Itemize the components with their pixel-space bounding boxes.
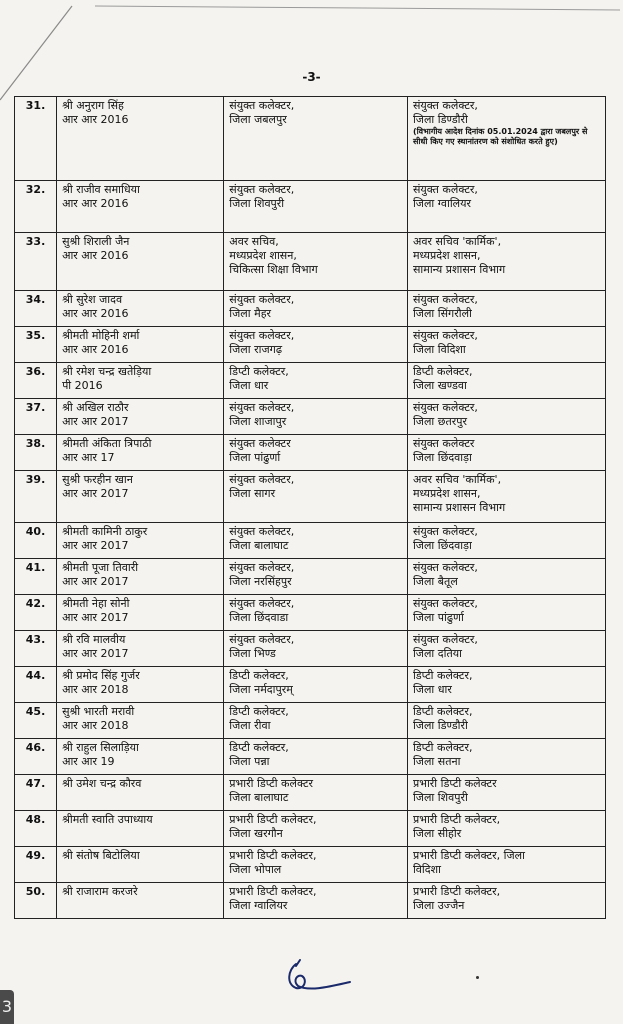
current-posting-line: जिला ग्वालियर [229, 899, 288, 912]
current-posting-line: डिप्टी कलेक्टर, [229, 741, 289, 754]
new-posting [407, 739, 605, 775]
officer-name-line: सुश्री भारती मरावी [62, 705, 135, 718]
new-posting-line: संयुक्त कलेक्टर, [412, 597, 478, 610]
officer-name-line: आर आर 2016 [62, 113, 129, 126]
current-posting-line: प्रभारी डिप्टी कलेक्टर, [229, 849, 317, 862]
new-posting [407, 811, 605, 847]
officer-name [57, 233, 224, 291]
serial-number: 49. [15, 847, 57, 883]
officer-name [57, 97, 224, 181]
current-posting-line: संयुक्त कलेक्टर, [229, 183, 295, 196]
current-posting-line: संयुक्त कलेक्टर, [229, 401, 295, 414]
new-posting [407, 667, 605, 703]
new-posting [407, 847, 605, 883]
new-posting-line: संयुक्त कलेक्टर, [412, 633, 478, 646]
officer-name [57, 523, 224, 559]
new-posting-line: जिला सतना [412, 755, 461, 768]
officer-name-line: आर आर 2016 [62, 307, 129, 320]
table-row [15, 181, 606, 233]
new-posting-line: प्रभारी डिप्टी कलेक्टर [412, 777, 497, 790]
current-posting-line: जिला पन्ना [229, 755, 270, 768]
officer-name-line: आर आर 2017 [62, 647, 129, 660]
officer-name-line: श्री संतोष बिटोलिया [62, 849, 140, 862]
table-row [15, 703, 606, 739]
current-posting-line: डिप्टी कलेक्टर, [229, 705, 289, 718]
officer-name-line: आर आर 2017 [62, 415, 129, 428]
corner-page-badge: 3 [0, 990, 14, 1024]
officer-name-line: आर आर 2017 [62, 487, 129, 500]
current-posting [224, 181, 408, 233]
new-posting [407, 399, 605, 435]
officer-name [57, 631, 224, 667]
table-row [15, 233, 606, 291]
current-posting-line: अवर सचिव, [229, 235, 279, 248]
ink-dot [476, 976, 479, 979]
serial-number: 35. [15, 327, 57, 363]
officer-name [57, 399, 224, 435]
new-posting-line: प्रभारी डिप्टी कलेक्टर, [412, 885, 501, 898]
table-row [15, 327, 606, 363]
serial-number: 36. [15, 363, 57, 399]
current-posting [224, 703, 408, 739]
table-row [15, 435, 606, 471]
officer-name-line: श्री राजाराम करजरे [62, 885, 138, 898]
officer-name-line: आर आर 2018 [62, 683, 129, 696]
current-posting-line: संयुक्त कलेक्टर, [229, 633, 295, 646]
new-posting [407, 631, 605, 667]
current-posting-line: जिला सागर [229, 487, 276, 500]
new-posting-line: संयुक्त कलेक्टर, [412, 401, 478, 414]
officer-name-line: श्री राहुल सिलाड़िया [62, 741, 139, 754]
current-posting [224, 291, 408, 327]
officer-name [57, 847, 224, 883]
current-posting-line: जिला भोपाल [229, 863, 282, 876]
current-posting-line: संयुक्त कलेक्टर, [229, 99, 295, 112]
new-posting-line: डिप्टी कलेक्टर, [412, 705, 473, 718]
current-posting-line: जिला खरगौन [229, 827, 283, 840]
new-posting-line: संयुक्त कलेक्टर, [412, 525, 478, 538]
officer-name [57, 291, 224, 327]
serial-number: 38. [15, 435, 57, 471]
new-posting-line: जिला शिवपुरी [412, 791, 468, 804]
new-posting-line: जिला उज्जैन [412, 899, 465, 912]
current-posting [224, 523, 408, 559]
officer-name-line: आर आर 2016 [62, 249, 129, 262]
officer-name-line: श्री रवि मालवीय [62, 633, 126, 646]
new-posting [407, 233, 605, 291]
table-row [15, 847, 606, 883]
current-posting-line: जिला शिवपुरी [229, 197, 285, 210]
new-posting-line: जिला डिण्डौरी [412, 719, 468, 732]
new-posting [407, 471, 605, 523]
officer-name [57, 363, 224, 399]
current-posting [224, 631, 408, 667]
new-posting-line: जिला दतिया [412, 647, 462, 660]
officer-name-line: आर आर 2017 [62, 575, 129, 588]
new-posting [407, 775, 605, 811]
current-posting-line: जिला नर्मदापुरम् [229, 683, 293, 696]
current-posting [224, 363, 408, 399]
new-posting-line: डिप्टी कलेक्टर, [412, 741, 473, 754]
current-posting [224, 471, 408, 523]
current-posting-line: प्रभारी डिप्टी कलेक्टर, [229, 813, 317, 826]
amendment-note: (विभागीय आदेश दिनांक 05.01.2024 द्वारा जबलपुर से सीधी किए गए स्थानांतरण को संशोधित करते हुए) [412, 127, 588, 146]
officer-name [57, 559, 224, 595]
officer-name-line: श्रीमती नेहा सोनी [62, 597, 130, 610]
current-posting-line: डिप्टी कलेक्टर, [229, 365, 289, 378]
officer-name-line: श्री रमेश चन्द्र खतेड़िया [62, 365, 152, 378]
table-row [15, 523, 606, 559]
current-posting [224, 399, 408, 435]
current-posting-line: संयुक्त कलेक्टर [229, 437, 291, 450]
serial-number: 50. [15, 883, 57, 919]
current-posting-line: जिला भिण्ड [229, 647, 276, 660]
new-posting-line: जिला छतरपुर [412, 415, 467, 428]
officer-name-line: श्री सुरेश जादव [62, 293, 123, 306]
table-row [15, 595, 606, 631]
page-number: -3- [302, 70, 321, 84]
current-posting-line: संयुक्त कलेक्टर, [229, 329, 295, 342]
new-posting-line: संयुक्त कलेक्टर, [412, 183, 478, 196]
serial-number: 41. [15, 559, 57, 595]
serial-number: 31. [15, 97, 57, 181]
new-posting-line: जिला विदिशा [412, 343, 466, 356]
officer-name-line: श्री अनुराग सिंह [62, 99, 124, 112]
current-posting-line: जिला छिंदवाडा [229, 611, 289, 624]
current-posting [224, 847, 408, 883]
officer-name-line: आर आर 2017 [62, 611, 129, 624]
new-posting-line: विदिशा [412, 863, 441, 876]
officer-name-line: श्रीमती अंकिता त्रिपाठी [62, 437, 152, 450]
transfer-table [14, 96, 606, 919]
officer-name [57, 181, 224, 233]
table-row [15, 811, 606, 847]
officer-name-line: श्री अखिल राठौर [62, 401, 129, 414]
new-posting-line: संयुक्त कलेक्टर, [412, 329, 478, 342]
new-posting-line: जिला पांढुर्णा [412, 611, 464, 624]
current-posting [224, 327, 408, 363]
new-posting-line: जिला बैतूल [412, 575, 458, 588]
new-posting-line: अवर सचिव 'कार्मिक', [412, 473, 502, 486]
table-row [15, 631, 606, 667]
officer-name [57, 595, 224, 631]
new-posting-line: सामान्य प्रशासन विभाग [412, 263, 506, 276]
table-row [15, 667, 606, 703]
new-posting-line: मध्यप्रदेश शासन, [412, 249, 481, 262]
officer-name-line: पी 2016 [62, 379, 103, 392]
current-posting [224, 667, 408, 703]
current-posting-line: जिला बालाघाट [229, 791, 289, 804]
current-posting-line: जिला नरसिंहपुर [229, 575, 292, 588]
current-posting-line: जिला बालाघाट [229, 539, 289, 552]
officer-name [57, 327, 224, 363]
officer-name [57, 435, 224, 471]
table-row [15, 471, 606, 523]
table-row [15, 363, 606, 399]
officer-name [57, 883, 224, 919]
new-posting-line: जिला धार [412, 683, 452, 696]
new-posting-line: संयुक्त कलेक्टर, [412, 561, 478, 574]
current-posting [224, 883, 408, 919]
officer-name [57, 667, 224, 703]
officer-name [57, 811, 224, 847]
new-posting [407, 595, 605, 631]
new-posting [407, 883, 605, 919]
current-posting [224, 775, 408, 811]
serial-number: 44. [15, 667, 57, 703]
table-row [15, 775, 606, 811]
serial-number: 47. [15, 775, 57, 811]
officer-name-line: श्री राजीव समाधिया [62, 183, 140, 196]
table-row [15, 883, 606, 919]
officer-name-line: सुश्री फरहीन खान [62, 473, 133, 486]
current-posting-line: जिला राजगढ़ [229, 343, 283, 356]
serial-number: 32. [15, 181, 57, 233]
officer-name-line: श्री प्रमोद सिंह गुर्जर [62, 669, 140, 682]
new-posting-line: प्रभारी डिप्टी कलेक्टर, जिला [412, 849, 525, 862]
officer-name-line: आर आर 2017 [62, 539, 129, 552]
new-posting-line: सामान्य प्रशासन विभाग [412, 501, 506, 514]
new-posting-line: संयुक्त कलेक्टर, [412, 99, 478, 112]
current-posting-line: जिला मैहर [229, 307, 272, 320]
new-posting-line: अवर सचिव 'कार्मिक', [412, 235, 502, 248]
serial-number: 43. [15, 631, 57, 667]
serial-number: 39. [15, 471, 57, 523]
officer-name [57, 775, 224, 811]
serial-number: 34. [15, 291, 57, 327]
new-posting-line: प्रभारी डिप्टी कलेक्टर, [412, 813, 501, 826]
officer-name [57, 471, 224, 523]
officer-name-line: श्रीमती कामिनी ठाकुर [62, 525, 148, 538]
table-row [15, 399, 606, 435]
new-posting-line: डिप्टी कलेक्टर, [412, 365, 473, 378]
current-posting-line: संयुक्त कलेक्टर, [229, 293, 295, 306]
current-posting-line: संयुक्त कलेक्टर, [229, 561, 295, 574]
new-posting [407, 327, 605, 363]
current-posting [224, 233, 408, 291]
officer-name-line: आर आर 2016 [62, 197, 129, 210]
new-posting [407, 703, 605, 739]
new-posting [407, 559, 605, 595]
new-posting-line: मध्यप्रदेश शासन, [412, 487, 481, 500]
serial-number: 46. [15, 739, 57, 775]
officer-name-line: आर आर 17 [62, 451, 115, 464]
table-row [15, 559, 606, 595]
current-posting-line: जिला रीवा [229, 719, 271, 732]
current-posting [224, 559, 408, 595]
serial-number: 45. [15, 703, 57, 739]
serial-number: 33. [15, 233, 57, 291]
current-posting-line: मध्यप्रदेश शासन, [229, 249, 297, 262]
table-row [15, 97, 606, 181]
new-posting-line: जिला सीहोर [412, 827, 462, 840]
current-posting-line: चिकित्सा शिक्षा विभाग [229, 263, 318, 276]
new-posting-line: जिला छिंदवाड़ा [412, 451, 472, 464]
page-fold-line [0, 0, 623, 110]
serial-number: 42. [15, 595, 57, 631]
current-posting-line: जिला धार [229, 379, 269, 392]
new-posting-line: डिप्टी कलेक्टर, [412, 669, 473, 682]
officer-name-line: आर आर 19 [62, 755, 115, 768]
table-row [15, 739, 606, 775]
current-posting-line: जिला जबलपुर [229, 113, 287, 126]
new-posting-line: जिला छिंदवाड़ा [412, 539, 472, 552]
current-posting-line: संयुक्त कलेक्टर, [229, 525, 295, 538]
officer-name-line: श्री उमेश चन्द्र कौरव [62, 777, 142, 790]
officer-name-line: सुश्री शिराली जैन [62, 235, 130, 248]
current-posting-line: संयुक्त कलेक्टर, [229, 597, 295, 610]
current-posting-line: जिला शाजापुर [229, 415, 287, 428]
serial-number: 48. [15, 811, 57, 847]
current-posting-line: प्रभारी डिप्टी कलेक्टर [229, 777, 313, 790]
current-posting [224, 435, 408, 471]
officer-name-line: श्रीमती पूजा तिवारी [62, 561, 139, 574]
officer-name-line: श्रीमती मोहिनी शर्मा [62, 329, 140, 342]
signature [282, 956, 356, 996]
serial-number: 37. [15, 399, 57, 435]
current-posting [224, 595, 408, 631]
officer-name [57, 739, 224, 775]
new-posting-line: जिला सिंगरौली [412, 307, 472, 320]
table-row [15, 291, 606, 327]
current-posting [224, 97, 408, 181]
new-posting [407, 97, 605, 181]
new-posting-line: जिला डिण्डौरी [412, 113, 468, 126]
new-posting-line: संयुक्त कलेक्टर, [412, 293, 478, 306]
officer-name-line: श्रीमती स्वाति उपाध्याय [62, 813, 153, 826]
new-posting-line: जिला खण्डवा [412, 379, 467, 392]
current-posting-line: जिला पांढुर्णा [229, 451, 281, 464]
new-posting [407, 363, 605, 399]
new-posting [407, 291, 605, 327]
officer-name-line: आर आर 2016 [62, 343, 129, 356]
new-posting-line: संयुक्त कलेक्टर [412, 437, 475, 450]
current-posting-line: प्रभारी डिप्टी कलेक्टर, [229, 885, 317, 898]
officer-name-line: आर आर 2018 [62, 719, 129, 732]
current-posting-line: संयुक्त कलेक्टर, [229, 473, 295, 486]
new-posting [407, 435, 605, 471]
current-posting [224, 811, 408, 847]
new-posting [407, 523, 605, 559]
new-posting-line: जिला ग्वालियर [412, 197, 472, 210]
officer-name [57, 703, 224, 739]
current-posting-line: डिप्टी कलेक्टर, [229, 669, 289, 682]
current-posting [224, 739, 408, 775]
serial-number: 40. [15, 523, 57, 559]
new-posting [407, 181, 605, 233]
